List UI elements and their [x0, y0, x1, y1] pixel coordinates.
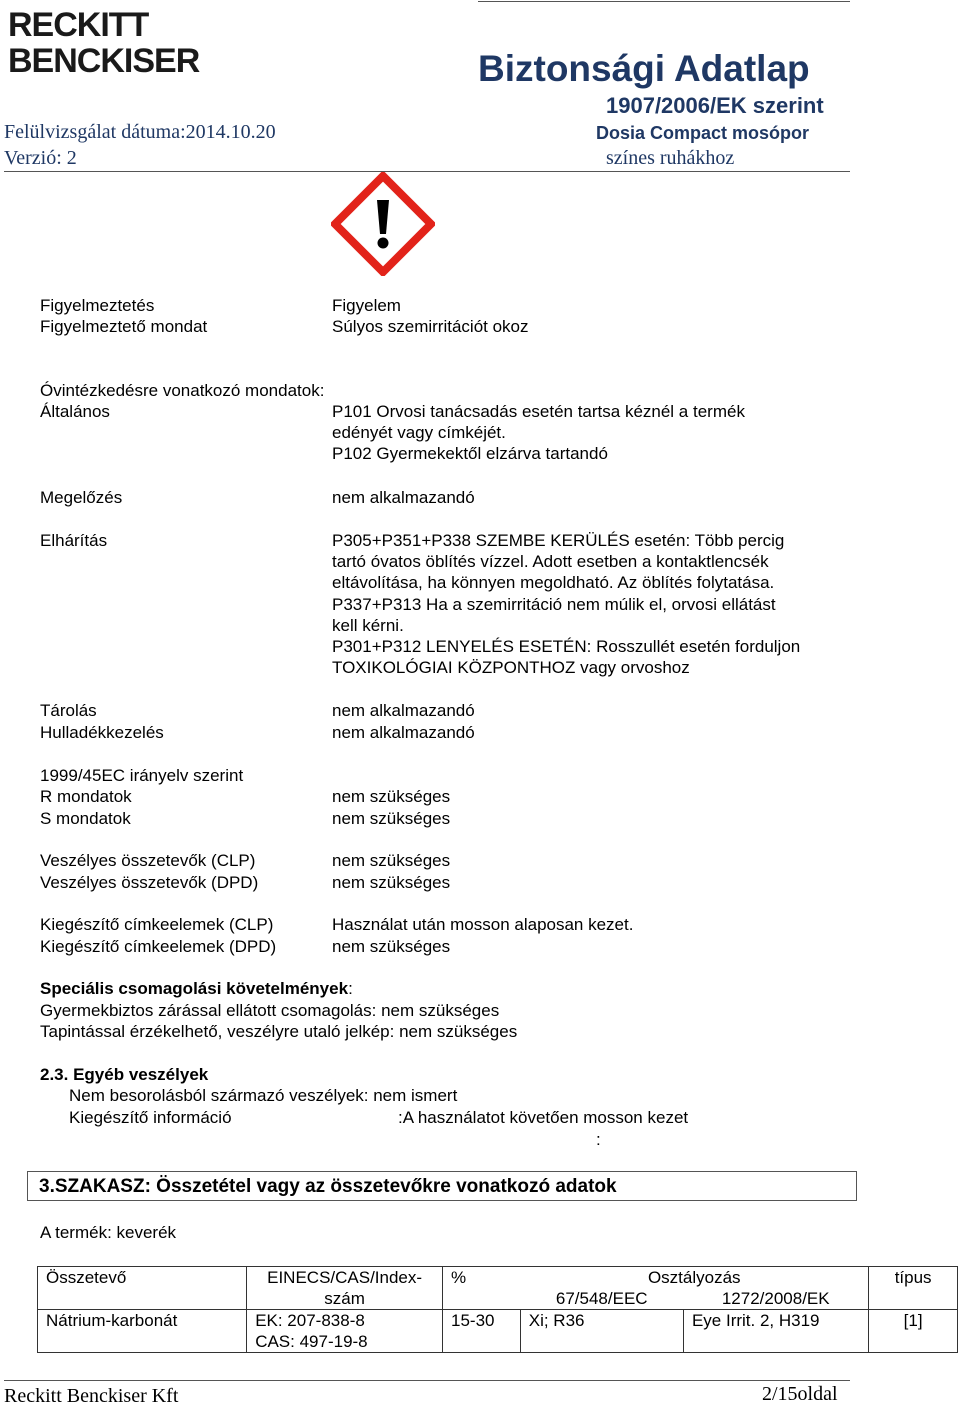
header-class-dpd: 67/548/EEC — [555, 1289, 648, 1308]
header-classification-sub — [520, 1288, 868, 1309]
review-date: Felülvizsgálat dátuma:2014.10.20 — [4, 121, 276, 143]
cell-identifiers — [247, 1310, 443, 1353]
signal-word-label: Figyelmeztetés — [40, 296, 155, 315]
response-label: Elhárítás — [40, 531, 108, 550]
header-component-text: Összetevő — [46, 1268, 127, 1287]
general-line-1: P101 Orvosi tanácsadás esetén tartsa kéznél a termék — [332, 402, 745, 421]
response-line-2: tartó óvatos öblítés vízzel. Adott esetben a kontaktlencsék — [332, 552, 769, 571]
cell-ek-number: EK: 207-838-8 — [255, 1311, 365, 1330]
cell-percent — [443, 1310, 521, 1353]
section-3-title-box — [27, 1171, 857, 1201]
response-line-3: eltávolítása, ha könnyen megoldható. Az öblítés folytatása. — [332, 573, 775, 592]
version: Verzió: 2 — [4, 147, 77, 169]
s-phrases-value: nem szükséges — [332, 809, 451, 828]
tactile-warning: Tapintással érzékelhető, veszélyre utaló jelkép: nem szükséges — [40, 1022, 518, 1041]
hazardous-clp-label: Veszélyes összetevők (CLP) — [40, 851, 256, 870]
packaging-heading — [40, 978, 353, 999]
storage-label: Tárolás — [40, 701, 97, 720]
response-line-7: TOXIKOLÓGIAI KÖZPONTHOZ vagy orvoshoz — [332, 658, 690, 677]
header-identifiers — [247, 1267, 443, 1310]
header-identifiers-line-2: szám — [324, 1289, 365, 1308]
cell-percent-text: 15-30 — [451, 1311, 495, 1330]
directive-heading: 1999/45EC irányelv szerint — [40, 766, 244, 785]
table-header-row — [38, 1267, 958, 1310]
disposal-label: Hulladékkezelés — [40, 723, 164, 742]
cell-component — [38, 1310, 247, 1353]
document-title: Biztonsági Adatlap — [478, 48, 810, 89]
cell-class-dpd-text: Xi; R36 — [528, 1311, 585, 1330]
packaging-heading-text: Speciális csomagolási követelmények — [40, 979, 349, 998]
cell-cas-number: CAS: 497-19-8 — [255, 1332, 368, 1351]
general-line-3: P102 Gyermekektől elzárva tartandó — [332, 444, 608, 463]
signal-word-value: Figyelem — [332, 296, 401, 315]
prevention-label: Megelőzés — [40, 488, 123, 507]
supplemental-dpd-label: Kiegészítő címkeelemek (DPD) — [40, 937, 277, 956]
other-hazards-heading: 2.3. Egyéb veszélyek — [40, 1065, 209, 1084]
response-line-4: P337+P313 Ha a szemirritáció nem múlik el, orvosi ellátást — [332, 595, 776, 614]
supplemental-info-label: Kiegészítő információ — [69, 1108, 232, 1127]
s-phrases-label: S mondatok — [40, 809, 131, 828]
header-type — [869, 1267, 958, 1310]
supplemental-clp-value: Használat után mosson alaposan kezet. — [332, 915, 634, 934]
header-component — [38, 1267, 247, 1310]
hazardous-dpd-value: nem szükséges — [332, 873, 451, 892]
header-identifiers-line-1: EINECS/CAS/Index- — [267, 1268, 423, 1287]
response-line-5: kell kérni. — [332, 616, 404, 635]
hazardous-clp-value: nem szükséges — [332, 851, 451, 870]
cell-type — [869, 1310, 958, 1353]
ghs07-exclamation-icon — [331, 172, 435, 276]
cell-component-text: Nátrium-karbonát — [46, 1311, 178, 1330]
supplemental-dpd-value: nem szükséges — [332, 937, 451, 956]
header-classification-title: Osztályozás — [647, 1268, 741, 1287]
table-row — [38, 1310, 958, 1353]
non-classified-hazards: Nem besorolásból származó veszélyek: nem ismert — [69, 1086, 458, 1105]
header-percent-text: % — [451, 1268, 467, 1287]
composition-table — [37, 1266, 958, 1353]
logo-line-1: RECKITT — [8, 6, 149, 44]
regulation-reference: 1907/2006/EK szerint — [606, 93, 824, 118]
hazard-statement-label: Figyelmeztető mondat — [40, 317, 208, 336]
header-classification — [520, 1267, 869, 1310]
cell-type-text: [1] — [903, 1311, 923, 1330]
supplemental-info-value: :A használatot követően mosson kezet — [398, 1108, 689, 1127]
response-line-1: P305+P351+P338 SZEMBE KERÜLÉS esetén: Több percig — [332, 531, 785, 550]
cell-class-clp-text: Eye Irrit. 2, H319 — [691, 1311, 820, 1330]
child-resistant-closure: Gyermekbiztos zárással ellátott csomagolás: nem szükséges — [40, 1001, 500, 1020]
prevention-value: nem alkalmazandó — [332, 488, 475, 507]
footer-rule — [4, 1380, 850, 1381]
header-type-text: típus — [894, 1268, 932, 1287]
r-phrases-value: nem szükséges — [332, 787, 451, 806]
footer-company: Reckitt Benckiser Kft — [4, 1385, 179, 1407]
footer-page-number: 2/15oldal — [762, 1383, 838, 1405]
logo-line-2: BENCKISER — [8, 42, 200, 80]
product-type: A termék: keverék — [40, 1223, 177, 1242]
supplemental-clp-label: Kiegészítő címkeelemek (CLP) — [40, 915, 274, 934]
product-name-sub: színes ruhákhoz — [606, 147, 735, 169]
general-label: Általános — [40, 402, 110, 421]
supplemental-info-colon: : — [596, 1130, 601, 1149]
header-percent — [443, 1267, 521, 1310]
hazard-statement-value: Súlyos szemirritációt okoz — [332, 317, 529, 336]
response-line-6: P301+P312 LENYELÉS ESETÉN: Rosszullét esetén forduljon — [332, 637, 801, 656]
r-phrases-label: R mondatok — [40, 787, 132, 806]
header-class-clp: 1272/2008/EK — [721, 1289, 830, 1308]
section-3-title: 3.SZAKASZ: Összetétel vagy az összetevőkre vonatkozó adatok — [39, 1176, 617, 1197]
disposal-value: nem alkalmazandó — [332, 723, 475, 742]
storage-value: nem alkalmazandó — [332, 701, 475, 720]
company-logo — [8, 8, 199, 78]
cell-class-dpd — [520, 1310, 683, 1353]
product-name: Dosia Compact mosópor — [596, 123, 810, 143]
precautionary-heading: Óvintézkedésre vonatkozó mondatok: — [40, 381, 325, 400]
cell-class-clp — [683, 1310, 868, 1353]
packaging-heading-colon: : — [348, 979, 353, 998]
hazardous-dpd-label: Veszélyes összetevők (DPD) — [40, 873, 259, 892]
general-line-2: edényét vagy címkéjét. — [332, 423, 506, 442]
header-top-rule — [478, 1, 850, 2]
